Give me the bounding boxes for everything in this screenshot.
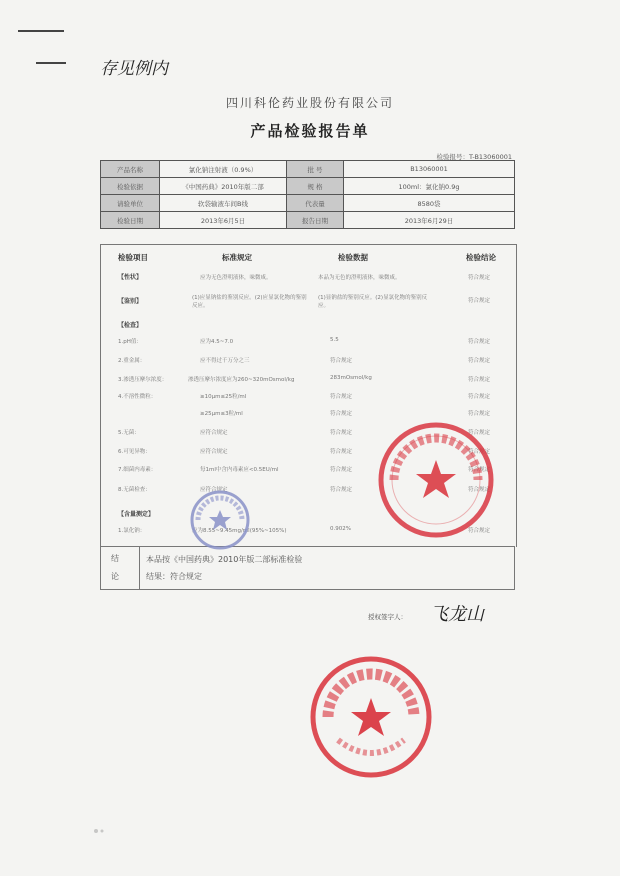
check-data: 符合规定 [330,487,353,493]
check-data: 符合规定 [330,467,353,473]
conclusion-label: 结 论 [101,547,140,590]
check-standard: 每1ml中含内毒素应<0.5EU/ml [200,467,279,473]
quantity-value: 8580袋 [344,195,515,212]
check-data: 283mOsmol/kg [330,375,372,381]
check-data: 符合规定 [330,411,353,417]
company-seal-red [376,420,496,540]
conclusion-text-2: 结果：符合规定 [146,572,202,581]
header-conclusion: 检验结论 [466,253,496,262]
check-item: 1.pH值： [118,339,142,345]
product-name-value: 氯化钠注射液（0.9%） [160,161,287,178]
company-name: 四川科伦药业股份有限公司 [225,96,394,110]
dept-value: 软袋输液车间B线 [160,195,287,212]
basis-label: 检验依据 [101,178,160,195]
identification-standard: (1)应显钠盐的鉴别反应。(2)应显氯化物的鉴别反应。 [192,295,307,309]
conclusion-cell [140,547,515,590]
check-result: 符合规定 [468,394,491,400]
dept-label: 请验单位 [101,195,160,212]
document-title: 产品检验报告单 [250,122,370,140]
check-standard: 渗透压摩尔浓度应为260~320mOsmol/kg [188,377,295,383]
assay-data: 0.902% [330,526,351,532]
check-standard: ≥25μm≤3粒/ml [200,411,243,417]
check-standard: 应符合规定 [200,449,228,455]
check-standard: 应为4.5~7.0 [200,339,234,345]
check-data: 5.5 [330,337,339,343]
check-result: 符合规定 [468,487,491,493]
assay-item: 1.氯化钠： [118,528,146,534]
check-standard: 应不得过千万分之三 [200,358,250,364]
report-number: 检验报号：T-B13060001 [436,153,512,161]
assay-result: 符合规定 [468,528,491,534]
check-item: 8.无菌检查： [118,487,151,493]
check-standard: ≥10μm≤25粒/ml [200,394,247,400]
check-data: 符合规定 [330,358,353,364]
appearance-standard: 应为无色澄明液体，味微咸。 [200,275,272,281]
check-item: 4.不溶性微粒： [118,394,157,400]
check-result: 符合规定 [468,377,491,383]
scan-smudge [92,826,106,836]
conclusion-text-1: 本品按《中国药典》2010年版二部标准检验 [146,555,303,564]
section-assay: 【含量测定】 [118,511,155,518]
top-margin-mark [18,30,64,32]
header-standard: 标准规定 [222,253,252,262]
report-date-value: 2013年6月29日 [344,212,515,229]
batch-label: 批 号 [287,161,344,178]
appearance-result: 符合规定 [468,275,491,281]
check-data: 符合规定 [330,430,353,436]
qa-seal-blue [188,488,252,552]
top-margin-mark-2 [36,62,66,64]
product-name-label: 产品名称 [101,161,160,178]
check-result: 符合规定 [468,449,491,455]
check-item: 3.渗透压摩尔浓度： [118,377,168,383]
identification-data: (1)显钠盐的鉴别反应。(2)显氯化物的鉴别反应。 [318,295,428,309]
product-info-table [100,160,515,229]
check-result: 符合规定 [468,411,491,417]
check-item: 5.无菌： [118,430,140,436]
identification-result: 符合规定 [468,298,491,304]
check-standard: 应符合规定 [200,430,228,436]
section-identification: 【鉴别】 [118,298,143,305]
batch-value: B13060001 [344,161,515,178]
section-appearance: 【性状】 [118,274,143,281]
test-date-label: 检验日期 [101,212,160,229]
signer-label: 授权签字人： [368,613,407,621]
distributor-seal-red [308,654,434,780]
assay-standard: 应为8.55~9.45mg/ml(95%~105%) [192,528,287,534]
check-item: 2.重金属： [118,358,146,364]
signature: 飞龙山 [430,604,484,625]
header-item: 检验项目 [118,253,148,262]
appearance-data: 本品为无色的澄明液体，味微咸。 [318,275,401,281]
header-data: 检验数据 [338,253,368,262]
check-item: 7.细菌内毒素： [118,467,157,473]
check-result: 符合规定 [468,430,491,436]
check-data: 符合规定 [330,449,353,455]
quantity-label: 代表量 [287,195,344,212]
report-date-label: 报告日期 [287,212,344,229]
check-item: 6.可见异物： [118,449,151,455]
handwritten-note: 存见例内 [100,59,168,79]
check-result: 符合规定 [468,467,491,473]
basis-value: 《中国药典》2010年版二部 [160,178,287,195]
spec-label: 规 格 [287,178,344,195]
spec-value: 100ml：氯化钠0.9g [344,178,515,195]
check-result: 符合规定 [468,339,491,345]
section-check: 【检查】 [118,322,143,329]
check-result: 符合规定 [468,358,491,364]
test-date-value: 2013年6月5日 [160,212,287,229]
check-data: 符合规定 [330,394,353,400]
conclusion-table [100,546,515,590]
check-standard: 应符合规定 [200,487,228,493]
